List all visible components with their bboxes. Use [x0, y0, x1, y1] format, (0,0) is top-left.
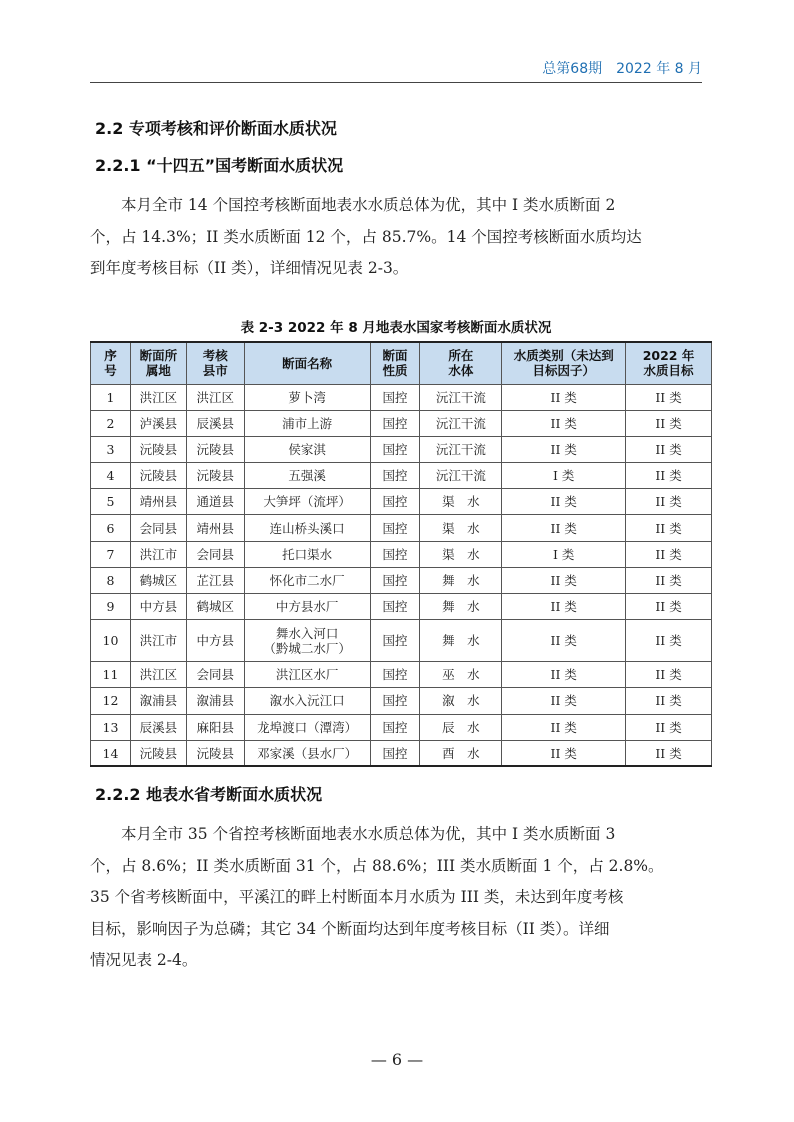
table-cell: II 类 [626, 662, 712, 688]
table-row [91, 489, 712, 515]
table-row [91, 567, 712, 593]
table-caption: 表 2-3 2022 年 8 月地表水国家考核断面水质状况 [240, 320, 552, 336]
table-cell: 辰溪县 [130, 714, 186, 740]
table-cell: 会同县 [186, 541, 244, 567]
table-cell: 国控 [370, 688, 420, 714]
table-cell: II 类 [626, 541, 712, 567]
table-cell: 中方县 [186, 620, 244, 662]
table-cell: II 类 [502, 436, 626, 462]
table-cell: 靖州县 [130, 489, 186, 515]
table-cell: 会同县 [186, 662, 244, 688]
table-cell: 国控 [370, 620, 420, 662]
table-cell: II 类 [626, 436, 712, 462]
table-cell: 浦市上游 [244, 410, 370, 436]
table-cell: 连山桥头溪口 [244, 515, 370, 541]
section-2-2-2-heading: 2.2.2 地表水省考断面水质状况 [95, 785, 323, 804]
table-cell: 靖州县 [186, 515, 244, 541]
paragraph-line: 个，占 8.6%；II 类水质断面 31 个，占 88.6%；III 类水质断面 1 个，占 2.8%。 [90, 856, 664, 875]
table-cell: 沅江干流 [420, 410, 502, 436]
column-header: 断面 性质 [370, 342, 420, 384]
table-cell: 洪江区 [186, 384, 244, 410]
table-cell: 沅江干流 [420, 436, 502, 462]
table-cell: 洪江区 [130, 662, 186, 688]
table-cell: II 类 [502, 594, 626, 620]
table-cell: II 类 [626, 515, 712, 541]
table-cell: 2 [91, 410, 131, 436]
table-cell: 舞 水 [420, 594, 502, 620]
table-cell: 会同县 [130, 515, 186, 541]
table-cell: 10 [91, 620, 131, 662]
table-cell: II 类 [502, 489, 626, 515]
table-cell: 芷江县 [186, 567, 244, 593]
table-cell: 12 [91, 688, 131, 714]
column-header: 断面所 属地 [130, 342, 186, 384]
water-quality-table [90, 341, 712, 767]
table-cell: 国控 [370, 662, 420, 688]
table-cell: 泸溪县 [130, 410, 186, 436]
column-header: 水质类别（未达到 目标因子） [502, 342, 626, 384]
table-cell: II 类 [502, 662, 626, 688]
table-cell: 9 [91, 594, 131, 620]
page-number: — 6 — [370, 1050, 424, 1069]
paragraph-line: 35 个省考核断面中，平溪江的畔上村断面本月水质为 III 类，未达到年度考核 [90, 888, 624, 906]
table-cell: 怀化市二水厂 [244, 567, 370, 593]
column-header: 所在 水体 [420, 342, 502, 384]
table-cell: 通道县 [186, 489, 244, 515]
column-header: 断面名称 [244, 342, 370, 384]
table-row [91, 384, 712, 410]
table-cell: 沅江干流 [420, 463, 502, 489]
table-cell: 洪江区 [130, 384, 186, 410]
table-cell: 溆水入沅江口 [244, 688, 370, 714]
table-cell: II 类 [502, 714, 626, 740]
table-cell: 国控 [370, 384, 420, 410]
table-row [91, 620, 712, 662]
table-cell: II 类 [626, 688, 712, 714]
table-header-row [91, 342, 712, 384]
table-cell: 沅陵县 [186, 436, 244, 462]
table-cell: 渠 水 [420, 489, 502, 515]
table-cell: 洪江市 [130, 620, 186, 662]
paragraph-line: 目标，影响因子为总磷；其它 34 个断面均达到年度考核目标（II 类）。详细 [90, 919, 610, 938]
section-2-2-1-heading: 2.2.1 “十四五”国考断面水质状况 [95, 156, 344, 175]
table-row [91, 740, 712, 766]
table-row [91, 662, 712, 688]
paragraph-line: 本月全市 35 个省控考核断面地表水水质总体为优，其中 I 类水质断面 3 [121, 825, 616, 843]
table-row [91, 541, 712, 567]
table-cell: 龙埠渡口（潭湾） [244, 714, 370, 740]
table-row [91, 463, 712, 489]
table-cell: 溆 水 [420, 688, 502, 714]
table-cell: 国控 [370, 463, 420, 489]
table-cell: 7 [91, 541, 131, 567]
table-cell: II 类 [626, 463, 712, 489]
table-cell: 1 [91, 384, 131, 410]
table-cell: I 类 [502, 463, 626, 489]
table-cell: 4 [91, 463, 131, 489]
table-cell: 8 [91, 567, 131, 593]
table-cell: II 类 [626, 714, 712, 740]
table-cell: 鹤城区 [186, 594, 244, 620]
paragraph-line: 本月全市 14 个国控考核断面地表水水质总体为优，其中 I 类水质断面 2 [121, 196, 616, 214]
table-cell: II 类 [502, 688, 626, 714]
issue-number: 总第68期 [542, 61, 603, 77]
table-cell: 侯家淇 [244, 436, 370, 462]
table-cell: 五强溪 [244, 463, 370, 489]
table-cell: 沅江干流 [420, 384, 502, 410]
table-cell: 辰 水 [420, 714, 502, 740]
section-2-2-2-paragraph [90, 819, 702, 977]
table-cell: 渠 水 [420, 515, 502, 541]
table-cell: II 类 [502, 515, 626, 541]
table-row [91, 515, 712, 541]
table-cell: 国控 [370, 541, 420, 567]
page-header [90, 58, 702, 78]
column-header: 序 号 [91, 342, 131, 384]
issue-date: 2022 年 8 月 [616, 61, 702, 77]
table-cell: II 类 [502, 384, 626, 410]
table-cell: II 类 [626, 410, 712, 436]
table-cell: II 类 [626, 740, 712, 766]
table-cell: 溆浦县 [186, 688, 244, 714]
table-cell: 5 [91, 489, 131, 515]
table-row [91, 688, 712, 714]
table-cell: 沅陵县 [186, 740, 244, 766]
section-2-2-heading: 2.2 专项考核和评价断面水质状况 [95, 119, 337, 138]
table-cell: II 类 [502, 740, 626, 766]
paragraph-line: 个，占 14.3%；II 类水质断面 12 个，占 85.7%。14 个国控考核断面水质均达 [90, 227, 642, 246]
table-row [91, 594, 712, 620]
table-cell: II 类 [626, 594, 712, 620]
paragraph-line: 到年度考核目标（II 类），详细情况见表 2-3。 [90, 259, 409, 277]
table-cell: 国控 [370, 740, 420, 766]
table-cell: 中方县水厂 [244, 594, 370, 620]
section-2-2-1-paragraph [90, 190, 702, 285]
table-cell: II 类 [626, 567, 712, 593]
table-cell: II 类 [626, 620, 712, 662]
table-cell: 国控 [370, 489, 420, 515]
table-cell: 6 [91, 515, 131, 541]
table-row [91, 410, 712, 436]
table-cell: 大笋坪（流坪） [244, 489, 370, 515]
table-cell: 国控 [370, 714, 420, 740]
paragraph-line: 情况见表 2-4。 [90, 951, 198, 969]
table-cell: 中方县 [130, 594, 186, 620]
header-rule [90, 82, 702, 83]
table-cell: 13 [91, 714, 131, 740]
table-cell: 舞 水 [420, 620, 502, 662]
table-cell: 沅陵县 [130, 463, 186, 489]
table-cell: 酉 水 [420, 740, 502, 766]
table-cell: 国控 [370, 410, 420, 436]
column-header: 考核 县市 [186, 342, 244, 384]
table-cell: 沅陵县 [130, 740, 186, 766]
table-row [91, 714, 712, 740]
table-cell: 3 [91, 436, 131, 462]
table-cell: 洪江市 [130, 541, 186, 567]
table-cell: 舞 水 [420, 567, 502, 593]
table-cell: 国控 [370, 515, 420, 541]
table-cell: II 类 [502, 567, 626, 593]
table-cell: 沅陵县 [186, 463, 244, 489]
table-row [91, 436, 712, 462]
table-cell: 麻阳县 [186, 714, 244, 740]
table-cell: II 类 [502, 410, 626, 436]
table-cell: II 类 [502, 620, 626, 662]
table-cell: 国控 [370, 567, 420, 593]
table-cell: 托口渠水 [244, 541, 370, 567]
table-cell: 国控 [370, 594, 420, 620]
table-cell: 鹤城区 [130, 567, 186, 593]
table-cell: 11 [91, 662, 131, 688]
table-cell: 国控 [370, 436, 420, 462]
table-cell: 溆浦县 [130, 688, 186, 714]
table-cell: 沅陵县 [130, 436, 186, 462]
table-cell: 14 [91, 740, 131, 766]
table-cell: II 类 [626, 384, 712, 410]
table-cell: 洪江区水厂 [244, 662, 370, 688]
table-cell: 舞水入河口 （黔城二水厂） [244, 620, 370, 662]
table-cell: I 类 [502, 541, 626, 567]
column-header: 2022 年 水质目标 [626, 342, 712, 384]
table-cell: II 类 [626, 489, 712, 515]
table-cell: 萝卜湾 [244, 384, 370, 410]
table-cell: 邓家溪（县水厂） [244, 740, 370, 766]
table-cell: 渠 水 [420, 541, 502, 567]
table-cell: 巫 水 [420, 662, 502, 688]
table-cell: 辰溪县 [186, 410, 244, 436]
